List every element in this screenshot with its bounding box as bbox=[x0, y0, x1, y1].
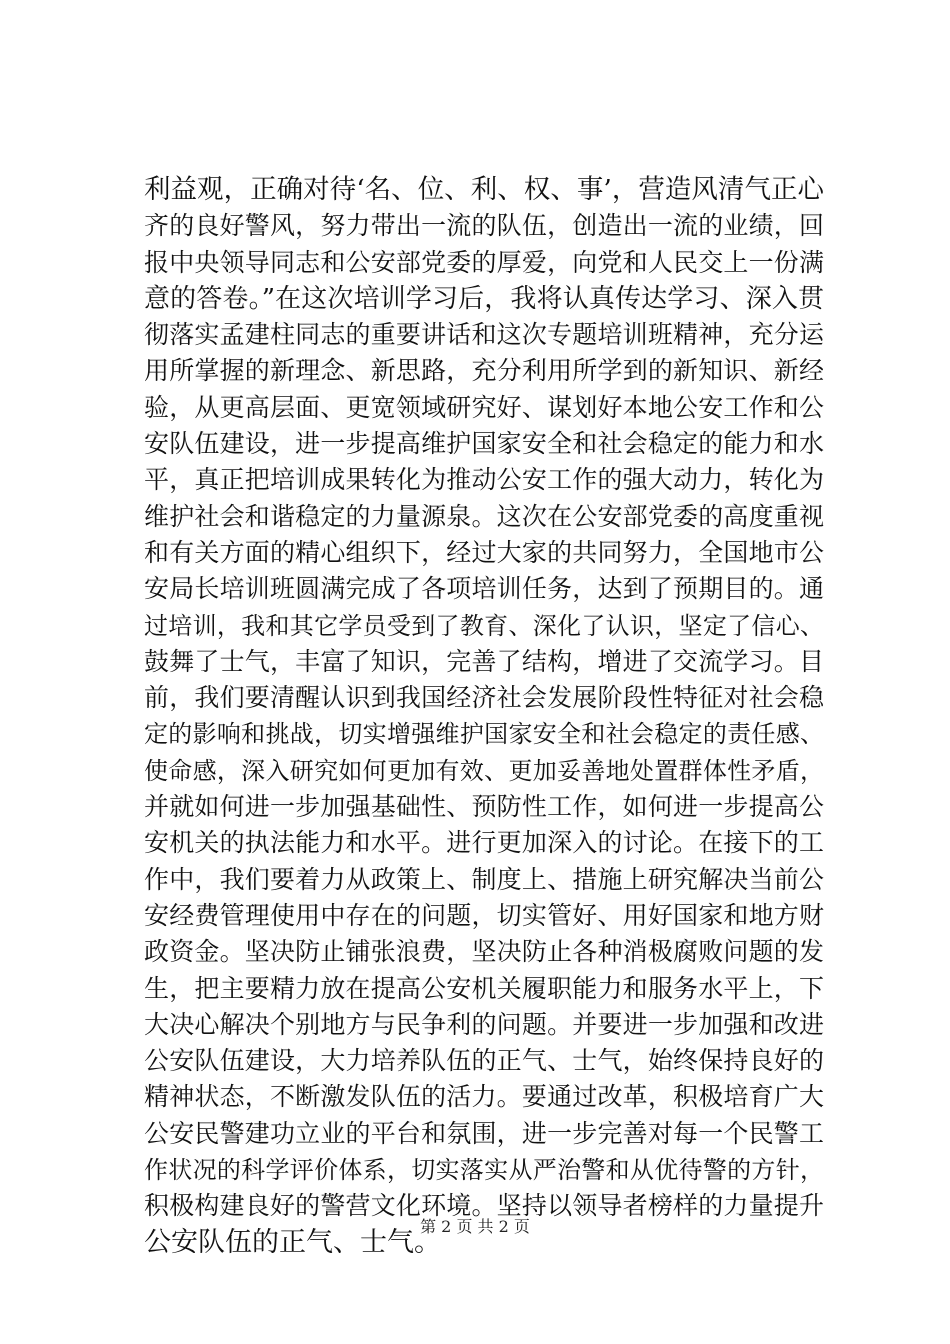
text-line: 安队伍建设，进一步提高维护国家安全和社会稳定的能力和水 bbox=[144, 429, 824, 459]
text-line: 维护社会和谐稳定的力量源泉。这次在公安部党委的高度重视 bbox=[144, 501, 824, 531]
text-line: 前，我们要清醒认识到我国经济社会发展阶段性特征对社会稳 bbox=[144, 683, 824, 713]
text-line: 公安队伍的正气、士气。 bbox=[144, 1226, 441, 1258]
text-line: 政资金。坚决防止铺张浪费，坚决防止各种消极腐败问题的发 bbox=[144, 937, 824, 967]
text-line: 平，真正把培训成果转化为推动公安工作的强大动力，转化为 bbox=[144, 465, 824, 495]
text-line: 定的影响和挑战，切实增强维护国家安全和社会稳定的责任感、 bbox=[144, 720, 824, 749]
text-line: 作状况的科学评价体系，切实落实从严治警和从优待警的方针， bbox=[144, 1156, 824, 1185]
text-line: 彻落实孟建柱同志的重要讲话和这次专题培训班精神，充分运 bbox=[144, 320, 824, 350]
text-line: 验，从更高层面、更宽领域研究好、谋划好本地公安工作和公 bbox=[144, 392, 824, 422]
text-line: 鼓舞了士气，丰富了知识，完善了结构，增进了交流学习。目 bbox=[144, 646, 824, 676]
text-line: 报中央领导同志和公安部党委的厚爱，向党和人民交上一份满 bbox=[144, 247, 824, 277]
text-line: 使命感，深入研究如何更加有效、更加妥善地处置群体性矛盾， bbox=[144, 756, 824, 785]
text-line: 用所掌握的新理念、新思路，充分利用所学到的新知识、新经 bbox=[144, 356, 824, 386]
text-line: 利益观，正确对待‘名、位、利、权、事’，营造风清气正心 bbox=[144, 174, 824, 205]
text-line: 过培训，我和其它学员受到了教育、深化了认识，坚定了信心、 bbox=[144, 611, 824, 640]
text-line: 积极构建良好的警营文化环境。坚持以领导者榜样的力量提升 bbox=[144, 1191, 824, 1221]
body-text bbox=[144, 172, 824, 1261]
text-line: 安局长培训班圆满完成了各项培训任务，达到了预期目的。通 bbox=[144, 574, 824, 604]
page-number-footer: 第 2 页 共 2 页 bbox=[420, 1217, 530, 1236]
text-line: 大决心解决个别地方与民争利的问题。并要进一步加强和改进 bbox=[144, 1009, 824, 1039]
text-line: 和有关方面的精心组织下，经过大家的共同努力，全国地市公 bbox=[144, 537, 824, 567]
text-line: 作中，我们要着力从政策上、制度上、措施上研究解决当前公 bbox=[144, 864, 824, 894]
text-line: 公安队伍建设，大力培养队伍的正气、士气，始终保持良好的 bbox=[144, 1046, 824, 1076]
text-line: 精神状态，不断激发队伍的活力。要通过改革，积极培育广大 bbox=[144, 1082, 824, 1112]
text-line: 安经费管理使用中存在的问题，切实管好、用好国家和地方财 bbox=[144, 900, 824, 930]
text-line: 公安民警建功立业的平台和氛围，进一步完善对每一个民警工 bbox=[144, 1118, 824, 1148]
text-line: 并就如何进一步加强基础性、预防性工作，如何进一步提高公 bbox=[144, 792, 824, 822]
text-line: 安机关的执法能力和水平。进行更加深入的讨论。在接下的工 bbox=[144, 828, 824, 858]
text-line: 齐的良好警风，努力带出一流的队伍，创造出一流的业绩，回 bbox=[144, 211, 824, 241]
text-line: 生，把主要精力放在提高公安机关履职能力和服务水平上，下 bbox=[144, 973, 824, 1003]
text-line: 意的答卷。”在这次培训学习后，我将认真传达学习、深入贯 bbox=[144, 283, 824, 314]
